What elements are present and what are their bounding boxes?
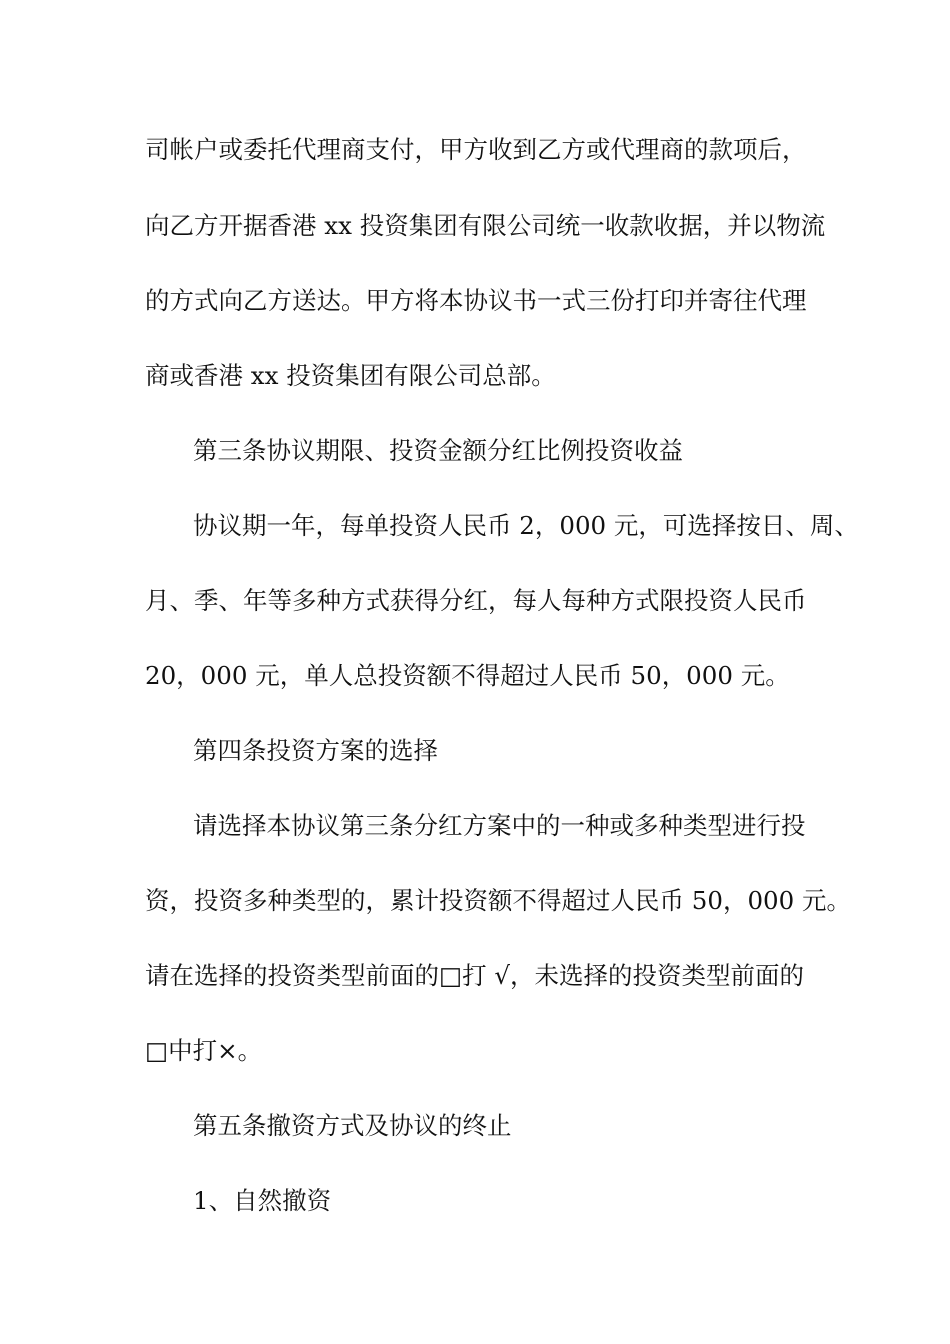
- list-item-natural-withdrawal: 1、自然撤资: [193, 1186, 332, 1215]
- paragraph-line: 商或香港 xx 投资集团有限公司总部。: [145, 361, 556, 390]
- paragraph-line: 请在选择的投资类型前面的□打 √，未选择的投资类型前面的: [145, 961, 805, 990]
- paragraph-line: 20，000 元，单人总投资额不得超过人民币 50，000 元。: [145, 661, 790, 690]
- paragraph-line: 的方式向乙方送达。甲方将本协议书一式三份打印并寄往代理: [145, 286, 807, 315]
- paragraph-line: 请选择本协议第三条分红方案中的一种或多种类型进行投: [193, 811, 806, 840]
- paragraph-line: □中打×。: [145, 1036, 263, 1065]
- paragraph-line: 司帐户或委托代理商支付，甲方收到乙方或代理商的款项后，: [145, 135, 807, 164]
- paragraph-line: 月、季、年等多种方式获得分红，每人每种方式限投资人民币: [145, 586, 807, 615]
- section-heading-article-4: 第四条投资方案的选择: [193, 736, 438, 765]
- paragraph-line: 资，投资多种类型的，累计投资额不得超过人民币 50，000 元。: [145, 886, 852, 915]
- paragraph-line: 向乙方开据香港 xx 投资集团有限公司统一收款收据，并以物流: [145, 211, 826, 240]
- section-heading-article-5: 第五条撤资方式及协议的终止: [193, 1111, 512, 1140]
- section-heading-article-3: 第三条协议期限、投资金额分红比例投资收益: [193, 436, 683, 465]
- paragraph-line: 协议期一年，每单投资人民币 2，000 元，可选择按日、周、: [193, 511, 859, 540]
